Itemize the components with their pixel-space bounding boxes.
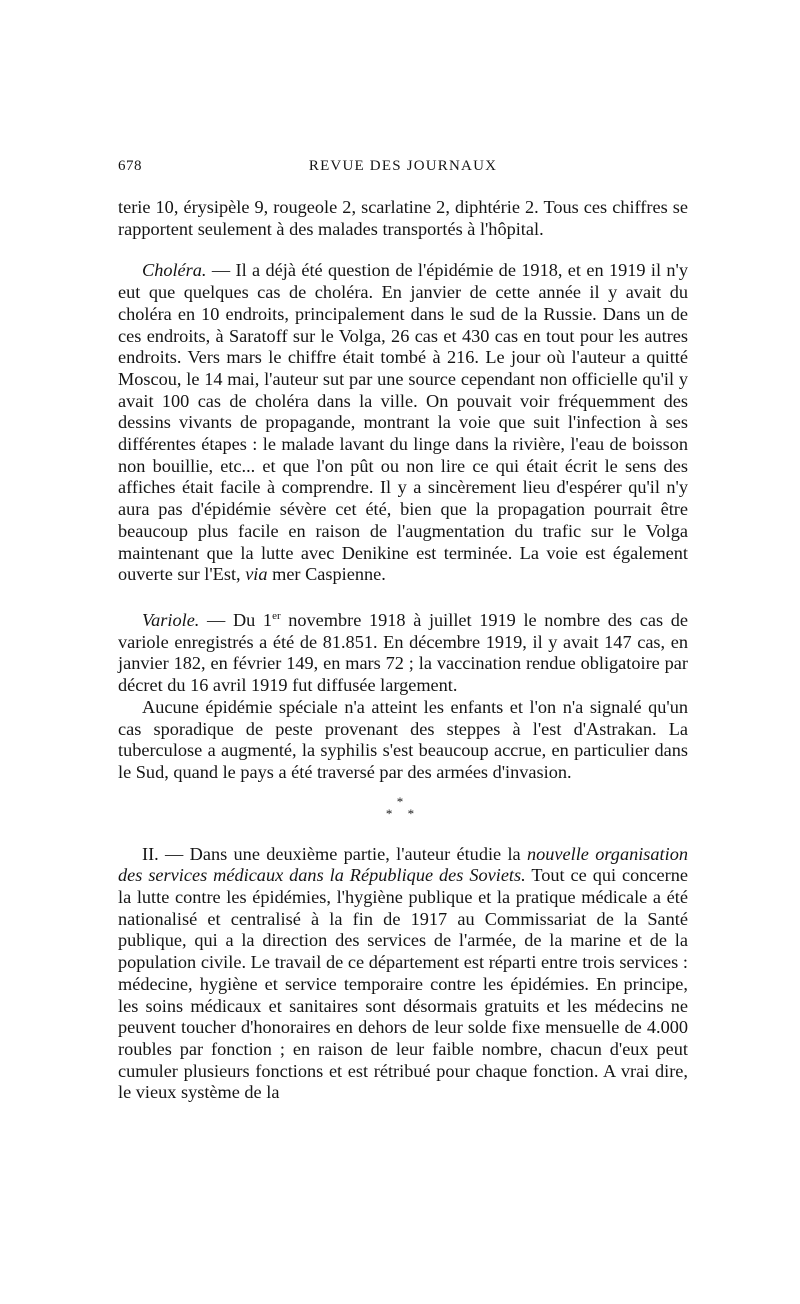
part2-text-b: Tout ce qui concerne la lutte contre les épidémies, l'hygiène publique et la pratique médicale a été nationalisé et centralisé à la fin de 1917 au Commissariat de la Santé publique, qui a la direction des services de l'armée, de la marine et de la population civile. Le travail de ce département est réparti entre trois services : médecine, hygiène et service temporaire contre les épidémies. En principe, les soins médicaux et sanitaires sont désormais gratuits et les médecins ne peuvent toucher d'honoraires en dehors de leur solde fixe mensuelle de 4.000 roubles par fonction ; en raison de leur faible nombre, chacun d'eux peut cumuler plusieurs fonctions et est rétribué pour chaque fonction. A vrai dire, le vieux système de la (118, 865, 688, 1103)
page-header (118, 158, 688, 182)
cholera-text: — Il a déjà été question de l'épidémie de 1918, et en 1919 il n'y eut que quelques cas de choléra. En janvier de cette année il y avait du choléra en 10 endroits, principalement dans le sud de la Russie. Dans un de ces endroits, à Saratoff sur le Volga, 26 cas et 430 cas en tout pour les autres endroits. Vers mars le chiffre était tombé à 216. Le jour où l'auteur a quitté Moscou, le 14 mai, l'auteur sut par une source cependant non officielle qu'il y avait 100 cas de choléra dans la ville. On pouvait voir fréquemment des dessins vivants de propagande, montrant la voie que suit l'infection à ses différentes étapes : le malade lavant du linge dans la rivière, l'eau de boisson non bouillie, etc... et que l'on pût ou non lire ce qui était écrit le sens des affiches était facile à comprendre. Il y a sincèrement lieu d'espérer qu'il n'y aura pas d'épidémie sévère cet été, bien que la propagation pourrait être beaucoup plus facile en raison de l'augmentation du trafic sur le Volga maintenant que la lutte avec Denikine est terminée. La voie est également ouverte sur l'Est, (118, 260, 688, 585)
paragraph-cholera (118, 260, 688, 586)
cholera-end: mer Caspienne. (267, 564, 386, 585)
page-number: 678 (118, 158, 142, 174)
section-heading-variole: Variole. (142, 610, 200, 631)
article-body (118, 197, 688, 1104)
asterisk-bottom: * * (385, 805, 421, 821)
part2-text-a: II. — Dans une deuxième partie, l'auteur étudie la (142, 843, 527, 864)
paragraph-continuation: terie 10, érysipèle 9, rougeole 2, scarlatine 2, diphtérie 2. Tous ces chiffres se rapportent seulement à des malades transportés à l'hôpital. (118, 197, 688, 239)
asterisk-top: * (396, 793, 410, 809)
paragraph-enfants: Aucune épidémie spéciale n'a atteint les enfants et l'on n'a signalé qu'un cas sporadique de peste provenant des steppes à l'est d'Astrakan. La tuberculose a augmenté, la syphilis s'est beaucoup accrue, en particulier dans le Sud, quand le pays a été traversé par des armées d'invasion. (118, 696, 688, 782)
via-italic: via (245, 564, 268, 585)
superscript-er: er (272, 609, 281, 622)
running-title: REVUE DES JOURNAUX (308, 158, 498, 174)
section-heading-cholera: Choléra. (142, 260, 207, 281)
paragraph-part-two (118, 844, 688, 1104)
variole-text-b: novembre 1918 à juillet 1919 le nombre des cas de variole enregistrés a été de 81.851. En décembre 1919, il y avait 147 cas, en janvier 182, en février 149, en mars 72 ; la vaccination rendue obligatoire par décret du 16 avril 1919 fut diffusée largement. (118, 610, 688, 696)
paragraph-variole (118, 606, 688, 697)
section-separator-asterisks (118, 793, 688, 821)
part2-italic-title: nouvelle organisation des services médicaux dans la République des Soviets. (118, 843, 688, 886)
variole-text-a: — Du 1 (199, 610, 273, 631)
